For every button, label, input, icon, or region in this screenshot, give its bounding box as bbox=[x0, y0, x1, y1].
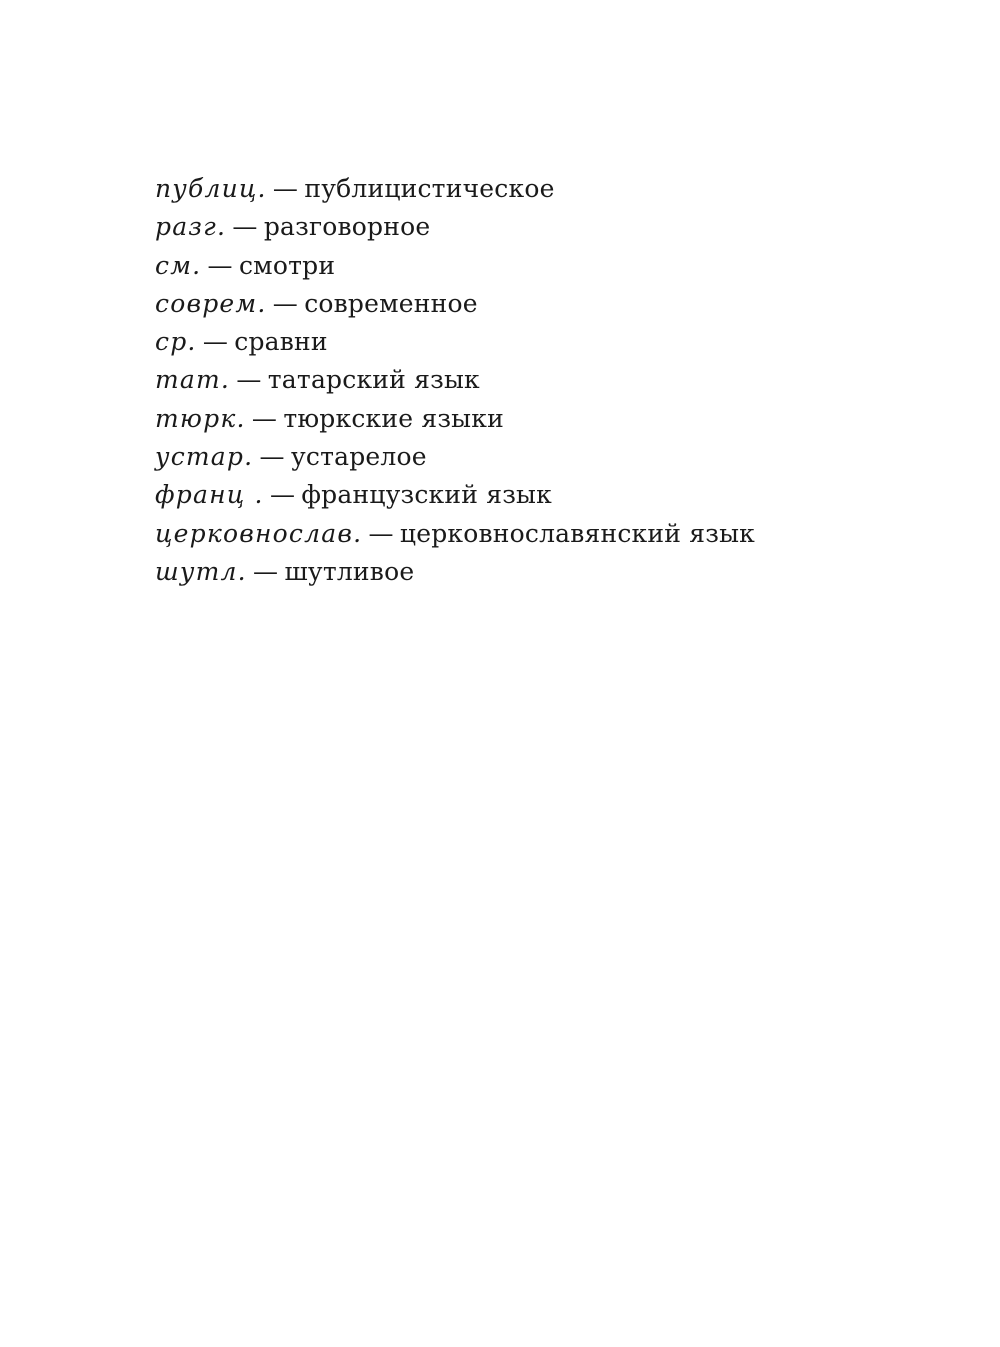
separator-dash: — bbox=[236, 365, 262, 395]
abbreviation: тат. bbox=[155, 365, 231, 395]
abbreviation-row bbox=[155, 361, 755, 399]
abbreviation: устар. bbox=[155, 442, 254, 472]
abbreviation-row bbox=[155, 400, 755, 438]
abbreviation-meaning: тюркские языки bbox=[283, 403, 504, 433]
separator-dash: — bbox=[251, 403, 278, 433]
abbreviation-meaning: публицистическое bbox=[304, 174, 555, 203]
abbreviation-row bbox=[155, 208, 755, 246]
abbreviation-meaning: современное bbox=[304, 288, 478, 318]
abbreviation: соврем. bbox=[155, 288, 267, 318]
abbreviation-row bbox=[155, 247, 755, 285]
abbreviation: тюрк. bbox=[155, 403, 246, 433]
abbreviation: см. bbox=[155, 250, 202, 280]
abbreviation-row bbox=[155, 553, 755, 591]
abbreviation: ср. bbox=[155, 327, 197, 357]
abbreviation-meaning: татарский язык bbox=[267, 365, 480, 395]
abbreviation-meaning: устарелое bbox=[290, 442, 427, 472]
abbreviation-row bbox=[155, 285, 755, 323]
abbreviation: шутл. bbox=[155, 556, 247, 586]
abbreviation: разг. bbox=[155, 212, 227, 242]
abbreviation: публиц. bbox=[155, 174, 267, 203]
abbreviation-row bbox=[155, 170, 755, 208]
separator-dash: — bbox=[272, 288, 298, 318]
separator-dash: — bbox=[368, 518, 394, 548]
separator-dash: — bbox=[202, 327, 229, 357]
separator-dash: — bbox=[207, 250, 233, 280]
abbreviation-meaning: разговорное bbox=[263, 212, 431, 242]
abbreviation: франц . bbox=[155, 480, 264, 510]
separator-dash: — bbox=[253, 556, 279, 586]
abbreviation-row bbox=[155, 438, 755, 476]
abbreviation-row bbox=[155, 515, 755, 553]
abbreviations-list bbox=[155, 170, 755, 591]
separator-dash: — bbox=[269, 480, 296, 510]
abbreviation-meaning: шутливое bbox=[284, 556, 415, 586]
separator-dash: — bbox=[259, 442, 285, 472]
abbreviation-row bbox=[155, 476, 755, 514]
abbreviation-meaning: смотри bbox=[238, 250, 336, 280]
abbreviation: церковнослав. bbox=[155, 518, 363, 548]
separator-dash: — bbox=[272, 174, 299, 203]
separator-dash: — bbox=[232, 212, 258, 242]
abbreviation-meaning: церковнославянский язык bbox=[399, 518, 755, 548]
abbreviation-row bbox=[155, 323, 755, 361]
abbreviation-meaning: сравни bbox=[234, 327, 328, 357]
abbreviation-meaning: французский язык bbox=[301, 480, 552, 510]
